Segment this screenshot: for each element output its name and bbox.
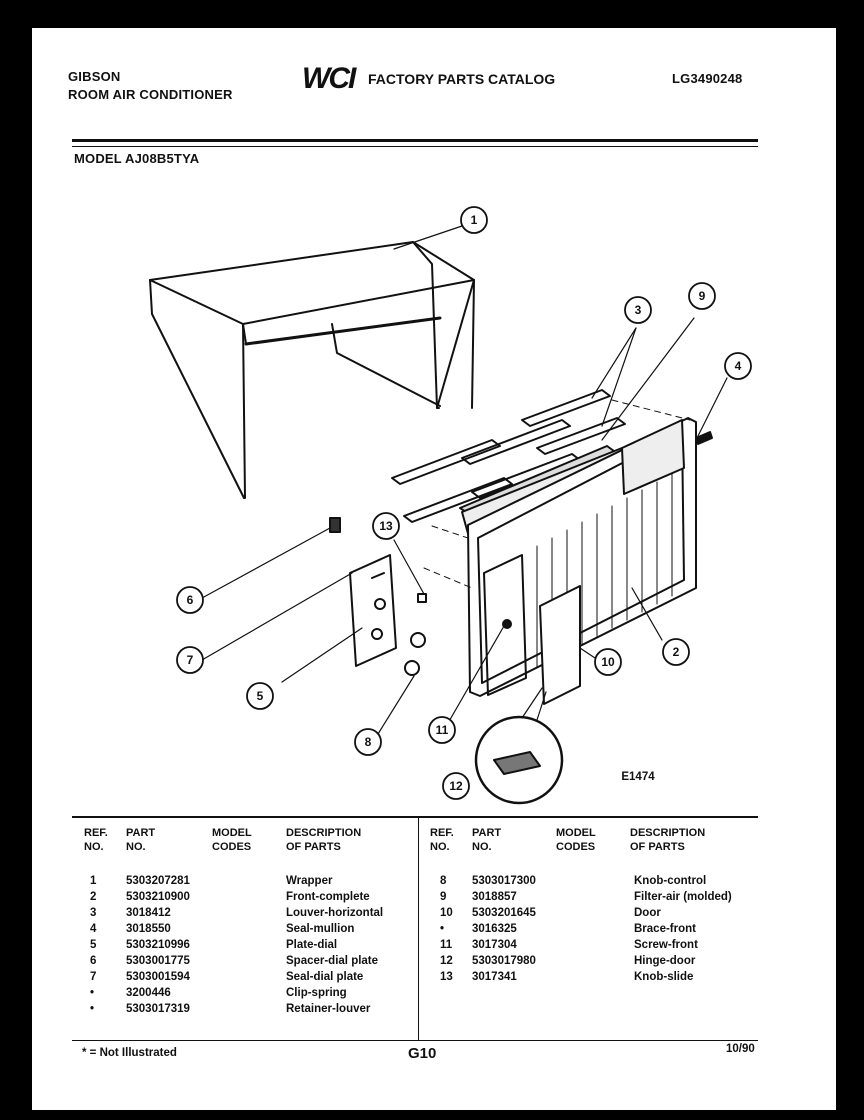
model-label: MODEL AJ08B5TYA xyxy=(74,151,200,166)
wrapper-part xyxy=(150,242,474,498)
exploded-parts-diagram xyxy=(32,28,836,818)
right-part-number: 3017304 xyxy=(472,939,517,951)
header-part-right: PART NO. xyxy=(472,827,502,853)
left-ref: • xyxy=(90,987,95,999)
parts-catalog-page xyxy=(32,28,836,1110)
left-description: Retainer-louver xyxy=(286,1003,371,1015)
callout-label-10: 10 xyxy=(601,655,615,669)
right-description: Knob-control xyxy=(634,875,707,887)
left-description: Louver-horizontal xyxy=(286,907,384,919)
header-ref-left: REF. NO. xyxy=(84,827,108,853)
wci-logo: WCI xyxy=(302,62,355,95)
right-ref: 13 xyxy=(440,971,453,983)
right-description: Knob-slide xyxy=(634,971,694,983)
callout-label-2: 2 xyxy=(672,645,680,659)
product-name: ROOM AIR CONDITIONER xyxy=(68,87,233,102)
left-desc-column xyxy=(286,873,383,1017)
callout-label-4: 4 xyxy=(734,359,742,373)
right-part-number: 3017341 xyxy=(472,971,517,983)
hinge-door-detail xyxy=(476,688,562,803)
right-ref-column xyxy=(440,873,453,985)
left-part-number: 5303017319 xyxy=(126,1003,190,1015)
callout-label-9: 9 xyxy=(698,289,706,303)
right-description: Screw-front xyxy=(634,939,698,951)
right-part-column xyxy=(472,873,536,985)
left-ref: 4 xyxy=(90,923,97,935)
left-part-number: 5303210900 xyxy=(126,891,190,903)
left-ref: 1 xyxy=(90,875,97,887)
left-ref: 6 xyxy=(90,955,97,967)
callout-label-6: 6 xyxy=(186,593,194,607)
left-part-number: 3200446 xyxy=(126,987,171,999)
callout-label-1: 1 xyxy=(470,213,478,227)
left-part-number: 5303001594 xyxy=(126,971,190,983)
left-part-column xyxy=(126,873,190,1017)
footer-note: * = Not Illustrated xyxy=(82,1047,177,1059)
catalog-number: LG3490248 xyxy=(672,71,743,86)
page-number: G10 xyxy=(408,1045,437,1062)
header-desc-left: DESCRIPTION OF PARTS xyxy=(286,827,362,853)
right-ref: • xyxy=(440,923,445,935)
plate-dial-part xyxy=(282,555,396,682)
callout-label-13: 13 xyxy=(379,519,393,533)
left-description: Seal-dial plate xyxy=(286,971,364,983)
left-description: Seal-mullion xyxy=(286,923,355,935)
header-model-right: MODEL CODES xyxy=(556,827,596,853)
right-ref: 10 xyxy=(440,907,453,919)
left-ref: 3 xyxy=(90,907,97,919)
table-divider xyxy=(418,818,419,1040)
right-ref: 12 xyxy=(440,955,453,967)
right-ref: 11 xyxy=(440,939,453,951)
catalog-date: 10/90 xyxy=(726,1043,755,1055)
left-part-number: 5303210996 xyxy=(126,939,190,951)
brand-name: GIBSON xyxy=(68,69,121,84)
right-part-number: 3018857 xyxy=(472,891,517,903)
right-desc-column xyxy=(634,873,732,985)
figure-id: E1474 xyxy=(621,771,655,783)
left-ref: 5 xyxy=(90,939,97,951)
right-ref: 8 xyxy=(440,875,447,887)
catalog-title: FACTORY PARTS CATALOG xyxy=(368,71,556,87)
left-description: Spacer-dial plate xyxy=(286,955,379,967)
left-part-number: 5303001775 xyxy=(126,955,190,967)
right-ref: 9 xyxy=(440,891,447,903)
left-part-number: 5303207281 xyxy=(126,875,190,887)
right-description: Hinge-door xyxy=(634,955,696,967)
callout-label-7: 7 xyxy=(186,653,194,667)
right-part-number: 5303017980 xyxy=(472,955,536,967)
header-part-left: PART NO. xyxy=(126,827,156,853)
header-model-left: MODEL CODES xyxy=(212,827,252,853)
left-ref-column xyxy=(90,873,96,1017)
left-part-number: 3018550 xyxy=(126,923,171,935)
left-description: Clip-spring xyxy=(286,987,347,999)
left-part-number: 3018412 xyxy=(126,907,171,919)
left-description: Front-complete xyxy=(286,891,370,903)
left-description: Wrapper xyxy=(286,875,333,887)
table-rule-bottom xyxy=(72,1040,758,1041)
right-part-number: 5303201645 xyxy=(472,907,536,919)
left-ref: 7 xyxy=(90,971,97,983)
right-description: Filter-air (molded) xyxy=(634,891,732,903)
header-desc-right: DESCRIPTION OF PARTS xyxy=(630,827,706,853)
header-ref-right: REF. NO. xyxy=(430,827,454,853)
callout-label-5: 5 xyxy=(256,689,264,703)
callout-label-8: 8 xyxy=(364,735,372,749)
right-description: Door xyxy=(634,907,661,919)
table-rule-top xyxy=(72,816,758,818)
callout-label-3: 3 xyxy=(634,303,642,317)
right-part-number: 5303017300 xyxy=(472,875,536,887)
right-part-number: 3016325 xyxy=(472,923,517,935)
callout-label-11: 11 xyxy=(435,723,449,737)
left-ref: 2 xyxy=(90,891,97,903)
left-ref: • xyxy=(90,1003,95,1015)
left-description: Plate-dial xyxy=(286,939,338,951)
right-description: Brace-front xyxy=(634,923,696,935)
callout-label-12: 12 xyxy=(449,779,463,793)
